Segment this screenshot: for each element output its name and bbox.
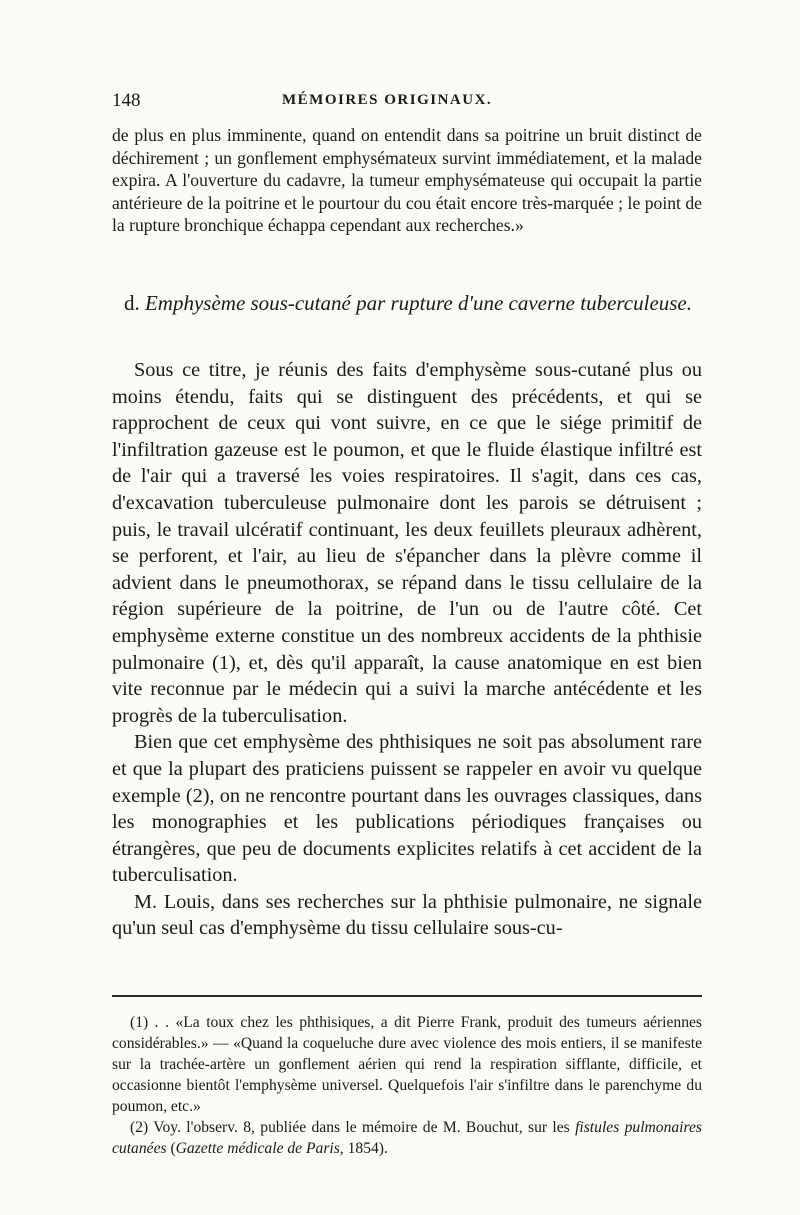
footnote-2-paren: ( — [170, 1140, 176, 1157]
footnotes — [112, 1012, 702, 1159]
section-heading — [118, 290, 698, 317]
main-text — [112, 357, 702, 942]
footnote-1: (1) . . «La toux chez les phthisiques, a dit Pierre Frank, produit des tumeurs aériennes considérables.» — «Quand la coqueluche dure avec violence des mois entiers, il se manifeste sur la trachée-artère un gonflement aérien qui rend la respiration sifflante, difficile, et occasionne bientôt l'emphysème universel. Quelquefois l'air s'infiltre dans le parenchyme du poumon, etc.» — [112, 1014, 702, 1115]
footnote-2-journal: Gazette médicale de Paris — [175, 1140, 340, 1157]
page-number: 148 — [112, 90, 141, 111]
paragraph: M. Louis, dans ses recherches sur la phthisie pulmonaire, ne signale qu'un seul cas d'emphysème du tissu cellulaire sous-cu- — [112, 890, 702, 940]
running-title: MÉMOIRES ORIGINAUX. — [282, 92, 493, 108]
footnote-2 — [112, 1117, 702, 1159]
paragraph: Sous ce titre, je réunis des faits d'emphysème sous-cutané plus ou moins étendu, faits qui se distinguent des précédents, et qui se rapprochent de ceux qui vont suivre, en ce que le siége primitif de l'infiltration gazeuse est le poumon, et que le fluide élastique infiltré est de l'air qui a traversé les voies respiratoires. Il s'agit, dans ces cas, d'excavation tuberculeuse pulmonaire dont les parois se détruisent ; puis, le travail ulcératif continuant, les deux feuillets pleuraux adhèrent, se perforent, et l'air, au lieu de s'épancher dans la plèvre comme il advient dans le pneumothorax, se répand dans le tissu cellulaire de la région supérieure de la poitrine, de l'un ou de l'autre côté. Cet emphysème externe constitue un des nombreux accidents de la phthisie pulmonaire (1), et, dès qu'il apparaît, la cause anatomique en est bien vite reconnue par le médecin qui a suivi la marche antécédente et les progrès de la tuberculisation. — [112, 359, 702, 727]
footnote-divider — [112, 995, 702, 997]
footnote-2-text: (2) Voy. l'observ. 8, publiée dans le mémoire de M. Bouchut, sur les — [130, 1119, 570, 1136]
running-header — [112, 90, 700, 120]
footnote-2-tail: , 1854). — [339, 1140, 388, 1157]
section-title: Emphysème sous-cutané par rupture d'une caverne tuberculeuse. — [144, 291, 693, 315]
intro-paragraph: de plus en plus imminente, quand on entendit dans sa poitrine un bruit distinct de déchirement ; un gonflement emphysémateux survint immédiatement, et la malade expira. A l'ouverture du cadavre, la tumeur emphysémateuse qui occupait la partie antérieure de la poitrine et le pourtour du cou était encore très-marquée ; le point de la rupture bronchique échappa cependant aux recherches.» — [112, 125, 702, 236]
paragraph: Bien que cet emphysème des phthisiques ne soit pas absolument rare et que la plupart des praticiens puissent se rappeler en avoir vu quelque exemple (2), on ne rencontre pourtant dans les ouvrages classiques, dans les monographies et les publications périodiques françaises ou étrangères, que peu de documents explicites relatifs à cet accident de la tuberculisation. — [112, 731, 702, 887]
section-letter: d. — [123, 291, 140, 315]
footnote-2-italic: fistules pulmonaires cutanées — [112, 1119, 702, 1157]
